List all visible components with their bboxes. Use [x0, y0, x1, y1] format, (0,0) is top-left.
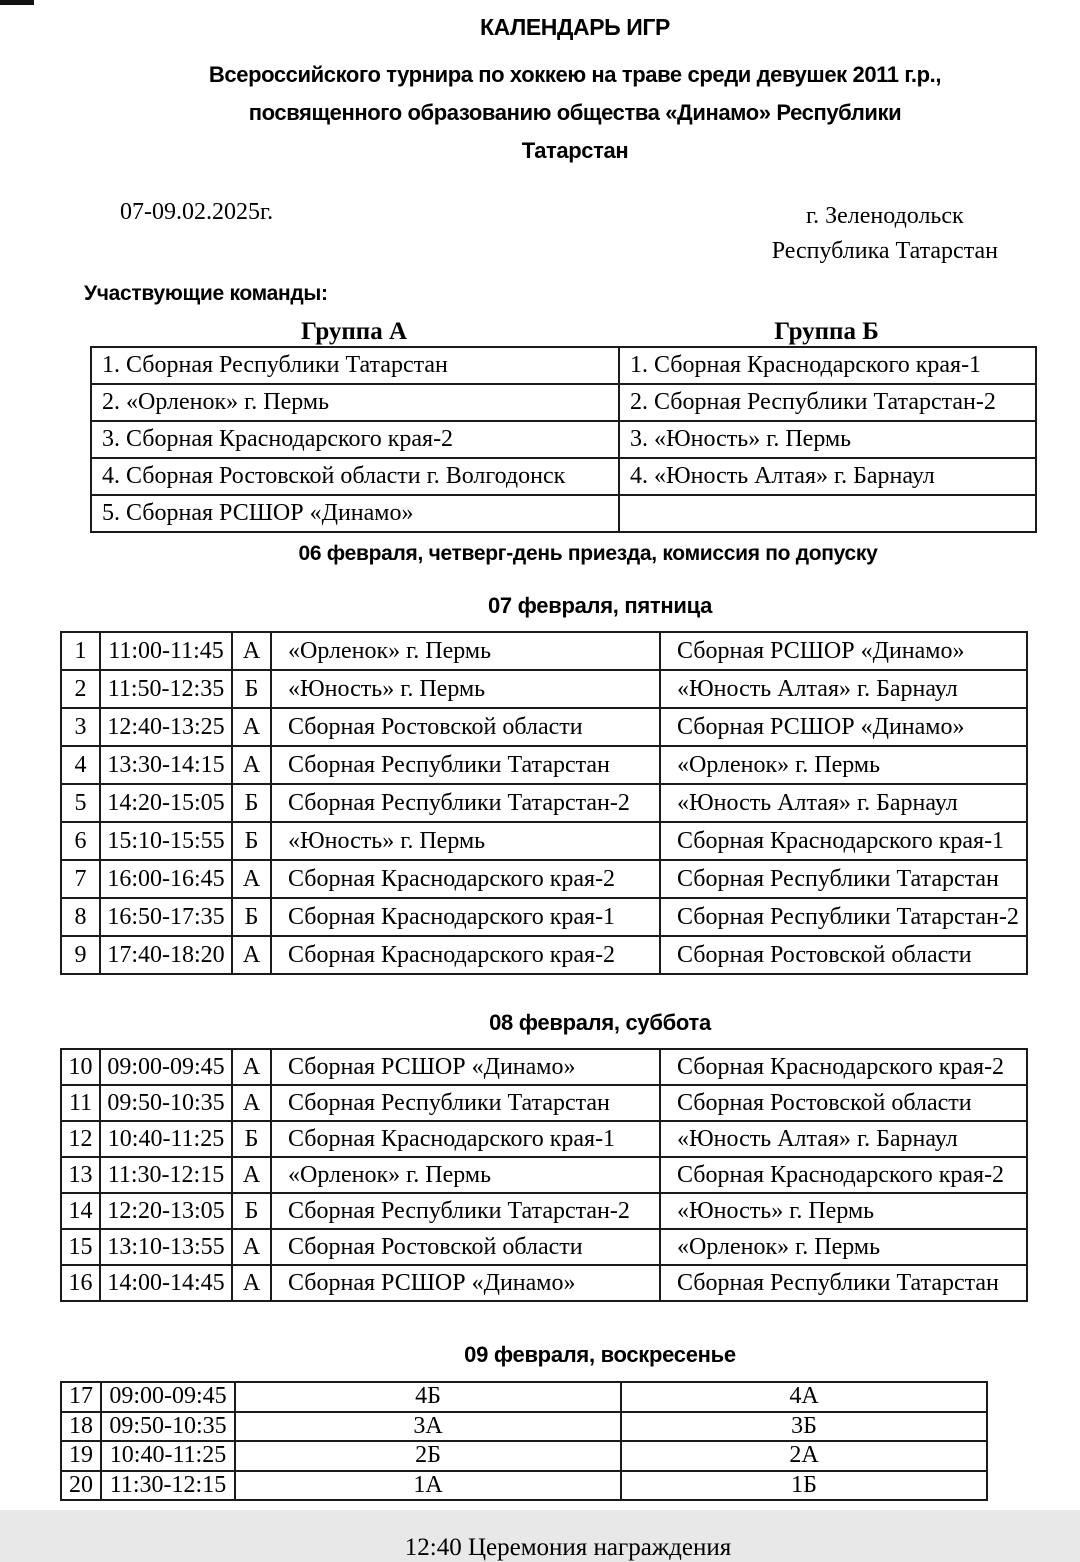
match-group: А — [232, 708, 271, 746]
match-time: 09:50-10:35 — [101, 1412, 235, 1442]
document-subtitle-line-1: Всероссийского турнира по хоккею на траве среди девушек 2011 г.р., — [208, 62, 942, 87]
match-number: 1 — [61, 632, 100, 670]
match-time: 13:10-13:55 — [100, 1229, 232, 1265]
group-b-team: 3. «Юность» г. Пермь — [619, 421, 1036, 458]
group-a-team: 4. Сборная Ростовской области г. Волгодонск — [91, 458, 619, 495]
match-row — [61, 632, 1027, 670]
away-team: «Орленок» г. Пермь — [660, 1229, 1027, 1265]
home-seed: 1А — [235, 1471, 621, 1501]
match-time: 09:50-10:35 — [100, 1085, 232, 1121]
away-team: Сборная РСШОР «Динамо» — [660, 708, 1027, 746]
match-group: Б — [232, 670, 271, 708]
match-number: 6 — [61, 822, 100, 860]
group-b-team: 1. Сборная Краснодарского края-1 — [619, 347, 1036, 384]
event-dates: 07-09.02.2025г. — [120, 199, 274, 225]
location-city: г. Зеленодольск — [805, 203, 964, 229]
group-a-team: 3. Сборная Краснодарского края-2 — [91, 421, 619, 458]
match-time: 12:20-13:05 — [100, 1193, 232, 1229]
meta-row — [0, 199, 1080, 269]
match-number: 14 — [61, 1193, 100, 1229]
match-group: А — [232, 1049, 271, 1085]
match-time: 17:40-18:20 — [100, 936, 232, 974]
home-team: «Юность» г. Пермь — [271, 670, 660, 708]
match-number: 5 — [61, 784, 100, 822]
match-row — [61, 670, 1027, 708]
home-seed: 2Б — [235, 1441, 621, 1471]
match-number: 3 — [61, 708, 100, 746]
match-group: Б — [232, 1193, 271, 1229]
away-seed: 4А — [621, 1382, 987, 1412]
match-group: Б — [232, 822, 271, 860]
away-team: «Юность Алтая» г. Барнаул — [660, 670, 1027, 708]
match-group: А — [232, 1265, 271, 1301]
document-title: КАЛЕНДАРЬ ИГР — [480, 14, 670, 40]
home-team: Сборная Республики Татарстан — [271, 1085, 660, 1121]
day-title-friday: 07 февраля, пятница — [487, 593, 713, 618]
away-team: Сборная Республики Татарстан-2 — [660, 898, 1027, 936]
match-time: 14:20-15:05 — [100, 784, 232, 822]
match-group: А — [232, 1157, 271, 1193]
away-team: «Юность» г. Пермь — [660, 1193, 1027, 1229]
match-group: А — [232, 746, 271, 784]
match-number: 10 — [61, 1049, 100, 1085]
match-group: А — [232, 1229, 271, 1265]
home-team: «Орленок» г. Пермь — [271, 1157, 660, 1193]
document-subtitle-line-3: Татарстан — [521, 138, 629, 163]
match-number: 11 — [61, 1085, 100, 1121]
arrival-day-note: 06 февраля, четверг-день приезда, комиссия по допуску — [298, 542, 878, 565]
match-number: 19 — [61, 1441, 101, 1471]
away-team: «Юность Алтая» г. Барнаул — [660, 1121, 1027, 1157]
group-row — [91, 421, 1036, 458]
match-group: А — [232, 1085, 271, 1121]
match-number: 8 — [61, 898, 100, 936]
event-location — [772, 199, 998, 269]
match-time: 16:00-16:45 — [100, 860, 232, 898]
match-number: 16 — [61, 1265, 100, 1301]
group-row — [91, 347, 1036, 384]
away-seed: 1Б — [621, 1471, 987, 1501]
match-row — [61, 784, 1027, 822]
home-team: Сборная Республики Татарстан-2 — [271, 1193, 660, 1229]
group-a-team: 1. Сборная Республики Татарстан — [91, 347, 619, 384]
match-time: 11:30-12:15 — [101, 1471, 235, 1501]
home-seed: 3А — [235, 1412, 621, 1442]
match-group: А — [232, 936, 271, 974]
match-row — [61, 1265, 1027, 1301]
home-team: Сборная Краснодарского края-1 — [271, 1121, 660, 1157]
home-team: «Юность» г. Пермь — [271, 822, 660, 860]
away-team: Сборная Краснодарского края-2 — [660, 1157, 1027, 1193]
group-b-team: 2. Сборная Республики Татарстан-2 — [619, 384, 1036, 421]
group-row — [91, 458, 1036, 495]
group-a-header: Группа А — [300, 318, 408, 345]
match-row — [61, 1085, 1027, 1121]
match-row — [61, 860, 1027, 898]
day-title-sunday: 09 февраля, воскресенье — [464, 1342, 736, 1367]
match-row — [61, 1193, 1027, 1229]
match-group: А — [232, 632, 271, 670]
match-time: 10:40-11:25 — [101, 1441, 235, 1471]
group-a-team: 2. «Орленок» г. Пермь — [91, 384, 619, 421]
playoff-row — [61, 1441, 987, 1471]
away-team: «Юность Алтая» г. Барнаул — [660, 784, 1027, 822]
match-row — [61, 1121, 1027, 1157]
home-team: Сборная РСШОР «Динамо» — [271, 1265, 660, 1301]
match-number: 15 — [61, 1229, 100, 1265]
away-team: Сборная Ростовской области — [660, 1085, 1027, 1121]
teams-heading: Участвующие команды: — [84, 282, 328, 305]
day-title-saturday: 08 февраля, суббота — [489, 1010, 711, 1035]
match-time: 12:40-13:25 — [100, 708, 232, 746]
away-team: Сборная РСШОР «Динамо» — [660, 632, 1027, 670]
match-time: 15:10-15:55 — [100, 822, 232, 860]
group-headers — [90, 318, 1035, 346]
playoff-row — [61, 1382, 987, 1412]
group-a-team: 5. Сборная РСШОР «Динамо» — [91, 495, 619, 532]
home-team: Сборная Ростовской области — [271, 708, 660, 746]
match-group: Б — [232, 784, 271, 822]
playoff-row — [61, 1412, 987, 1442]
group-b-header: Группа Б — [774, 318, 879, 345]
away-team: «Орленок» г. Пермь — [660, 746, 1027, 784]
match-row — [61, 1049, 1027, 1085]
home-team: Сборная Краснодарского края-2 — [271, 860, 660, 898]
match-row — [61, 822, 1027, 860]
match-group: Б — [232, 898, 271, 936]
home-team: Сборная Республики Татарстан — [271, 746, 660, 784]
away-team: Сборная Краснодарского края-2 — [660, 1049, 1027, 1085]
document-header — [0, 0, 1080, 170]
friday-schedule-table — [60, 631, 1028, 975]
match-number: 20 — [61, 1471, 101, 1501]
location-region: Республика Татарстан — [771, 238, 998, 264]
match-number: 7 — [61, 860, 100, 898]
playoff-row — [61, 1471, 987, 1501]
away-team: Сборная Краснодарского края-1 — [660, 822, 1027, 860]
match-row — [61, 708, 1027, 746]
home-team: Сборная Республики Татарстан-2 — [271, 784, 660, 822]
match-row — [61, 1229, 1027, 1265]
group-row — [91, 384, 1036, 421]
match-time: 14:00-14:45 — [100, 1265, 232, 1301]
match-time: 09:00-09:45 — [100, 1049, 232, 1085]
match-group: А — [232, 860, 271, 898]
award-ceremony-note: 12:40 Церемония награждения — [404, 1534, 732, 1561]
groups-table — [90, 346, 1037, 533]
home-seed: 4Б — [235, 1382, 621, 1412]
saturday-schedule-table — [60, 1048, 1028, 1302]
sunday-playoff-table — [60, 1381, 988, 1501]
match-time: 11:30-12:15 — [100, 1157, 232, 1193]
groups-section — [90, 318, 1035, 533]
match-time: 10:40-11:25 — [100, 1121, 232, 1157]
match-number: 17 — [61, 1382, 101, 1412]
group-b-team — [619, 495, 1036, 532]
match-number: 9 — [61, 936, 100, 974]
match-time: 13:30-14:15 — [100, 746, 232, 784]
away-team: Сборная Республики Татарстан — [660, 1265, 1027, 1301]
group-b-team: 4. «Юность Алтая» г. Барнаул — [619, 458, 1036, 495]
away-seed: 3Б — [621, 1412, 987, 1442]
match-time: 11:50-12:35 — [100, 670, 232, 708]
away-team: Сборная Ростовской области — [660, 936, 1027, 974]
match-number: 4 — [61, 746, 100, 784]
home-team: Сборная Ростовской области — [271, 1229, 660, 1265]
home-team: Сборная РСШОР «Динамо» — [271, 1049, 660, 1085]
home-team: Сборная Краснодарского края-1 — [271, 898, 660, 936]
scan-edge-artifact — [0, 0, 34, 5]
match-number: 12 — [61, 1121, 100, 1157]
match-number: 2 — [61, 670, 100, 708]
match-time: 11:00-11:45 — [100, 632, 232, 670]
document-subtitle-line-2: посвященного образованию общества «Динамо» Республики — [248, 100, 902, 125]
match-number: 18 — [61, 1412, 101, 1442]
home-team: Сборная Краснодарского края-2 — [271, 936, 660, 974]
match-row — [61, 898, 1027, 936]
match-time: 16:50-17:35 — [100, 898, 232, 936]
group-row — [91, 495, 1036, 532]
away-team: Сборная Республики Татарстан — [660, 860, 1027, 898]
home-team: «Орленок» г. Пермь — [271, 632, 660, 670]
match-group: Б — [232, 1121, 271, 1157]
away-seed: 2А — [621, 1441, 987, 1471]
match-number: 13 — [61, 1157, 100, 1193]
match-row — [61, 936, 1027, 974]
match-row — [61, 1157, 1027, 1193]
match-row — [61, 746, 1027, 784]
match-time: 09:00-09:45 — [101, 1382, 235, 1412]
